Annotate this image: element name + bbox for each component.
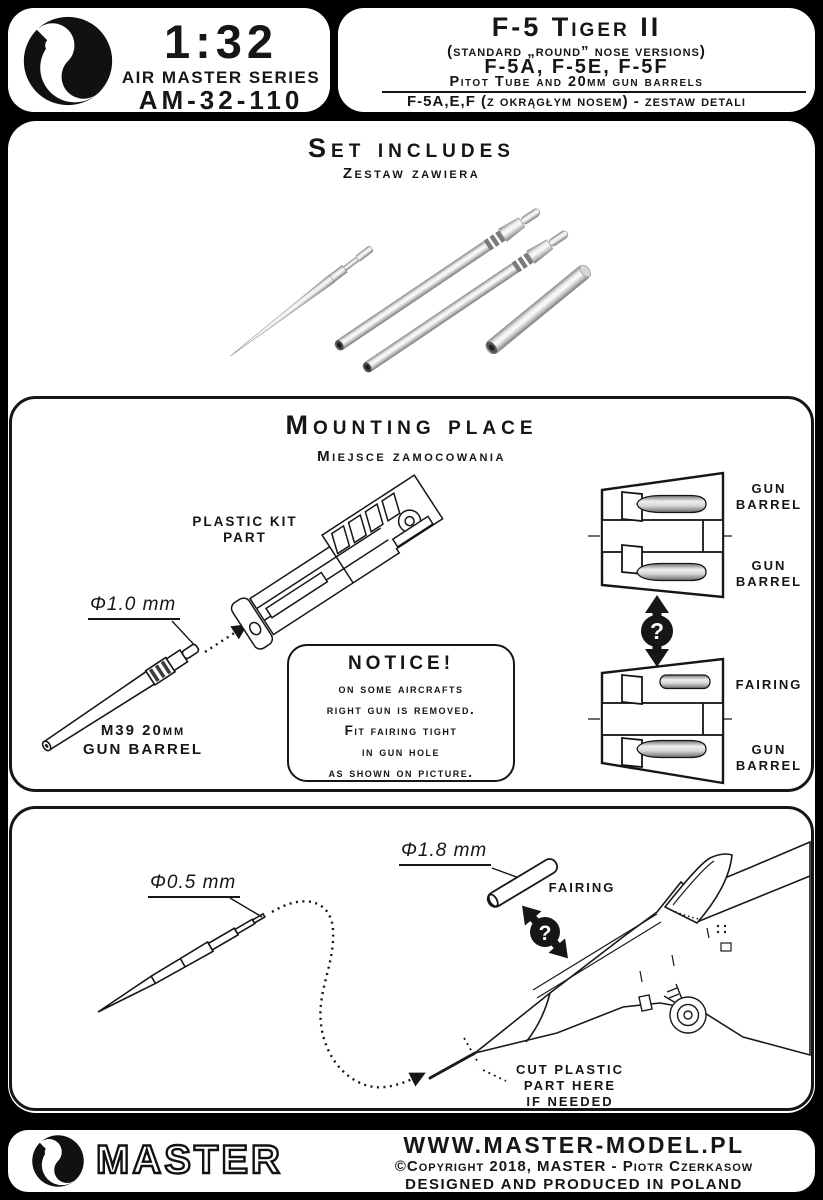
aircraft-nose-drawing xyxy=(430,842,810,1078)
master-wordmark: MASTER xyxy=(96,1138,283,1182)
product-title-note: (standard „round” nose versions) xyxy=(447,43,706,60)
pitot-mounting-section xyxy=(9,806,814,1111)
insert-arrow-dotted xyxy=(205,626,245,652)
mounting-place-section xyxy=(9,396,814,792)
main-content xyxy=(8,121,815,1113)
footer-origin: DESIGNED AND PRODUCED IN POLAND xyxy=(405,1176,743,1192)
product-variants: F-5A, F-5E, F-5F xyxy=(484,56,669,78)
master-swirl-logo-icon-footer xyxy=(30,1133,86,1189)
nose-cross-section-bottom xyxy=(588,659,735,783)
inserted-gun-barrel-bottom xyxy=(637,564,706,581)
gun-barrel-label-bottom: GUN BARREL xyxy=(735,558,803,589)
notice-box: NOTICE! on some aircrafts right gun is removed. Fit fairing tight in gun hole as shown on picture. xyxy=(287,644,515,782)
series-text: AIR MASTER SERIES xyxy=(121,68,321,87)
m39-gun-pack-drawing xyxy=(224,475,449,651)
set-includes-section xyxy=(8,121,815,396)
gun-barrel-label-bottom2: GUN BARREL xyxy=(735,742,803,773)
fairing-text-label: FAIRING xyxy=(548,880,616,895)
product-polish-line: F-5A,E,F (z okrągłym nosem) - zestaw detali xyxy=(407,93,746,110)
footer-brand-bar xyxy=(8,1130,815,1192)
set-includes-title: Set includes xyxy=(308,133,515,163)
plastic-kit-part-label: PLASTIC KIT PART xyxy=(192,514,298,545)
cut-plastic-note: CUT PLASTIC PART HERE IF NEEDED xyxy=(516,1062,624,1109)
footer-copyright: ©Copyright 2018, MASTER - Piotr Czerkasow xyxy=(394,1158,754,1175)
pitot-outline-drawing xyxy=(95,911,266,1017)
pitot-diameter-label: Φ0.5 mm xyxy=(148,872,240,898)
fairing-label: FAIRING xyxy=(735,677,803,692)
kit-pitot-boom xyxy=(430,1053,475,1078)
inserted-fairing xyxy=(660,675,710,689)
svg-text:?: ? xyxy=(649,618,665,644)
swap-arrow-icon-2 xyxy=(511,896,580,969)
gun-barrel-label-top: GUN BARREL xyxy=(735,481,803,512)
pitot-diameter-leader-line xyxy=(230,898,262,917)
set-includes-subtitle: Zestaw zawiera xyxy=(342,165,481,182)
footer-website: WWW.MASTER-MODEL.PL xyxy=(403,1132,745,1158)
inserted-gun-barrel-top xyxy=(637,496,706,513)
nose-cross-section-top xyxy=(588,473,735,597)
master-swirl-logo-icon xyxy=(20,13,116,109)
product-contents-line: Pitot Tube and 20mm gun barrels xyxy=(449,74,704,90)
inserted-gun-barrel xyxy=(637,741,706,758)
included-parts-drawing xyxy=(8,185,815,396)
scale-text: 1:32 xyxy=(163,15,279,68)
product-code: AM-32-110 xyxy=(138,85,304,112)
notice-title: NOTICE! xyxy=(347,653,455,674)
header-title-box xyxy=(338,8,815,112)
route-arrow-dotted xyxy=(272,901,423,1087)
gun-barrel-name-label: M39 20mm GUN BARREL xyxy=(83,722,203,758)
header-brand-box xyxy=(8,8,330,112)
swap-arrow-icon xyxy=(641,595,673,667)
mounting-place-title: Mounting place xyxy=(285,410,538,440)
mounting-place-subtitle: Miejsce zamocowania xyxy=(317,448,506,465)
fairing-diameter-label: Φ1.8 mm xyxy=(399,840,491,866)
product-title: F-5 Tiger II xyxy=(491,12,662,42)
svg-text:?: ? xyxy=(538,922,552,945)
gun-diameter-label: Φ1.0 mm xyxy=(88,594,180,620)
